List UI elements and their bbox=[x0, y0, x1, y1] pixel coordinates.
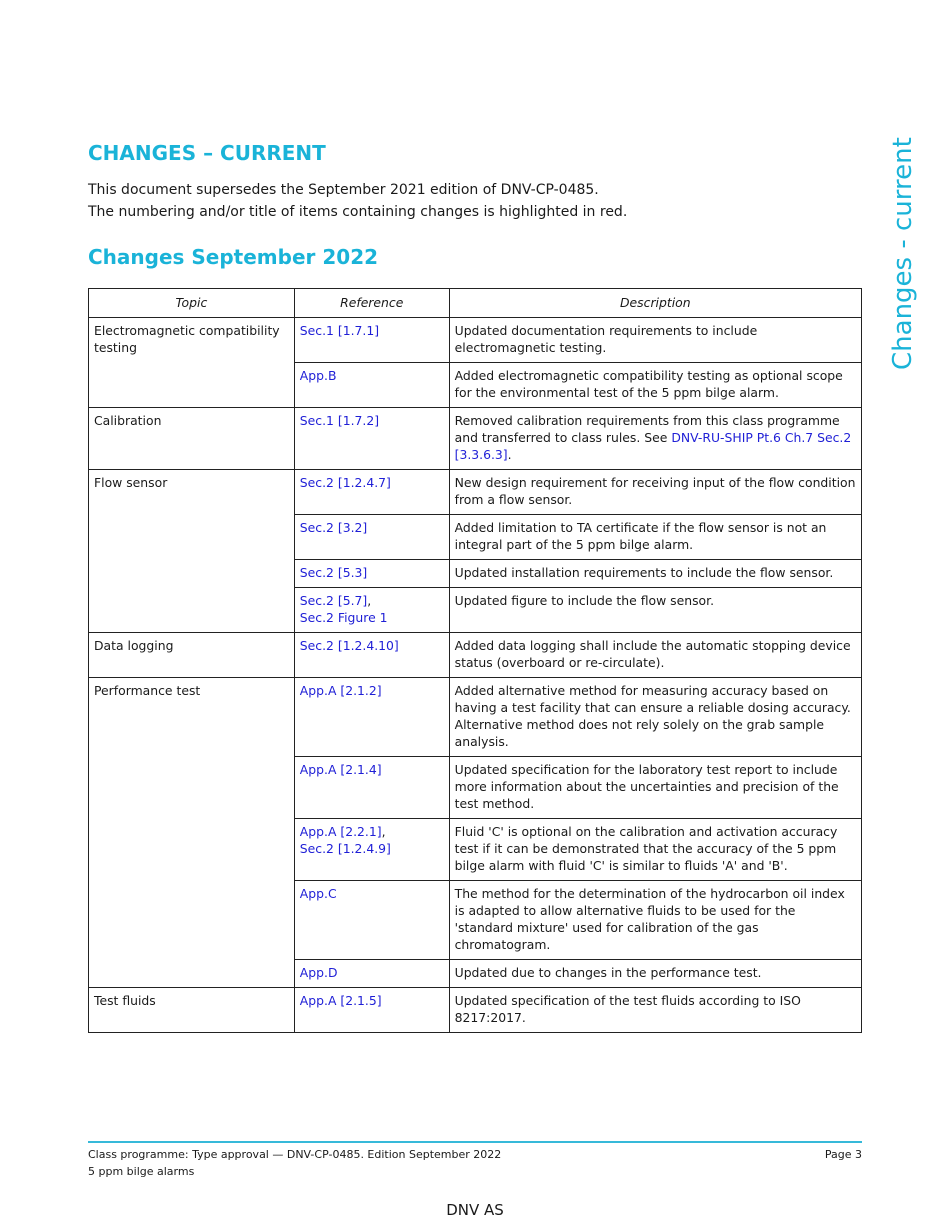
description-cell bbox=[449, 757, 861, 819]
reference-cell bbox=[294, 560, 449, 588]
footer-line-1: Class programme: Type approval — DNV-CP-0485. Edition September 2022 bbox=[88, 1148, 502, 1161]
topic-cell: Calibration bbox=[89, 408, 295, 470]
reference-cell bbox=[294, 633, 449, 678]
description-cell bbox=[449, 633, 861, 678]
table-row bbox=[89, 318, 862, 363]
reference-link[interactable]: App.A [2.2.1] bbox=[299, 824, 382, 839]
description-text: Updated documentation requirements to include electromagnetic testing. bbox=[454, 323, 758, 355]
table-row bbox=[89, 470, 862, 515]
reference-link[interactable]: Sec.2 [5.7] bbox=[299, 593, 368, 608]
reference-link[interactable]: Sec.2 [5.3] bbox=[299, 565, 368, 580]
table-row bbox=[89, 633, 862, 678]
description-text: Updated specification for the laboratory test report to include more information about the uncertainties and precision of the test method. bbox=[454, 762, 839, 811]
company-name: DNV AS bbox=[446, 1201, 504, 1219]
reference-link[interactable]: Sec.1 [1.7.2] bbox=[299, 413, 380, 428]
reference-link[interactable]: Sec.2 [3.2] bbox=[299, 520, 368, 535]
topic-cell: Flow sensor bbox=[89, 470, 295, 633]
description-text: New design requirement for receiving input of the flow condition from a flow sensor. bbox=[454, 475, 856, 507]
page-title: CHANGES – CURRENT bbox=[88, 141, 326, 165]
table-row bbox=[89, 678, 862, 757]
footer-divider bbox=[88, 1141, 862, 1143]
topic-cell: Data logging bbox=[89, 633, 295, 678]
description-text: Added electromagnetic compatibility testing as optional scope for the environmental test of the 5 ppm bilge alarm. bbox=[454, 368, 843, 400]
table-row bbox=[89, 988, 862, 1033]
intro-line-1: This document supersedes the September 2021 edition of DNV-CP-0485. bbox=[88, 182, 599, 198]
reference-link[interactable]: Sec.2 [1.2.4.10] bbox=[299, 638, 399, 653]
description-cell bbox=[449, 881, 861, 960]
reference-link[interactable]: Sec.1 [1.7.1] bbox=[299, 323, 380, 338]
description-text: Added alternative method for measuring accuracy based on having a test facility that can ensure a reliable dosing accuracy. Alternative method does not rely solely on the grab sample analysis. bbox=[454, 683, 851, 749]
rule-reference-link[interactable]: DNV-RU-SHIP Pt.6 Ch.7 Sec.2 [3.3.6.3] bbox=[454, 430, 852, 462]
reference-link[interactable]: App.A [2.1.4] bbox=[299, 762, 382, 777]
reference-link[interactable]: Sec.2 Figure 1 bbox=[299, 610, 388, 625]
reference-cell bbox=[294, 515, 449, 560]
description-text: Updated installation requirements to include the flow sensor. bbox=[454, 565, 834, 580]
footer-info bbox=[88, 1146, 501, 1180]
description-cell bbox=[449, 363, 861, 408]
description-cell bbox=[449, 819, 861, 881]
description-cell bbox=[449, 678, 861, 757]
description-text: Updated specification of the test fluids according to ISO 8217:2017. bbox=[454, 993, 801, 1025]
description-text: Fluid 'C' is optional on the calibration and activation accuracy test if it can be demonstrated that the accuracy of the 5 ppm bilge alarm with fluid 'C' is similar to fluids 'A' and 'B'. bbox=[454, 824, 838, 873]
description-cell bbox=[449, 960, 861, 988]
footer-line-2: 5 ppm bilge alarms bbox=[88, 1165, 195, 1178]
description-cell bbox=[449, 408, 861, 470]
reference-link[interactable]: App.A [2.1.5] bbox=[299, 993, 382, 1008]
description-cell bbox=[449, 988, 861, 1033]
reference-link[interactable]: Sec.2 [1.2.4.9] bbox=[299, 841, 391, 856]
reference-cell bbox=[294, 318, 449, 363]
reference-cell bbox=[294, 757, 449, 819]
changes-table-body bbox=[89, 318, 862, 1033]
description-cell bbox=[449, 560, 861, 588]
reference-cell bbox=[294, 408, 449, 470]
header-topic: Topic bbox=[89, 289, 295, 318]
reference-link[interactable]: App.D bbox=[299, 965, 338, 980]
description-text: Added data logging shall include the automatic stopping device status (overboard or re-circulate). bbox=[454, 638, 851, 670]
description-text: Updated figure to include the flow sensor. bbox=[454, 593, 715, 608]
reference-cell bbox=[294, 363, 449, 408]
description-text: Updated due to changes in the performance test. bbox=[454, 965, 762, 980]
table-header-row bbox=[89, 289, 862, 318]
description-cell bbox=[449, 318, 861, 363]
intro-line-2: The numbering and/or title of items containing changes is highlighted in red. bbox=[88, 204, 628, 220]
reference-cell: Sec.2 [5.7], Sec.2 Figure 1 bbox=[294, 588, 449, 633]
side-label: Changes - current bbox=[888, 137, 918, 370]
reference-link[interactable]: App.B bbox=[299, 368, 337, 383]
reference-link[interactable]: App.A [2.1.2] bbox=[299, 683, 382, 698]
changes-table bbox=[88, 288, 862, 1033]
reference-cell bbox=[294, 988, 449, 1033]
page-number: Page 3 bbox=[824, 1148, 862, 1161]
reference-link[interactable]: Sec.2 [1.2.4.7] bbox=[299, 475, 391, 490]
table-row bbox=[89, 408, 862, 470]
topic-cell: Performance test bbox=[89, 678, 295, 988]
description-text: The method for the determination of the hydrocarbon oil index is adapted to allow alternative fluids to be used for the 'standard mixture' used for calibration of the gas chromatogram. bbox=[454, 886, 845, 952]
description-cell bbox=[449, 515, 861, 560]
description-end: . bbox=[507, 447, 512, 462]
header-description: Description bbox=[449, 289, 861, 318]
intro-text bbox=[88, 179, 627, 223]
description-cell bbox=[449, 588, 861, 633]
reference-cell bbox=[294, 678, 449, 757]
description-text: Added limitation to TA certificate if the flow sensor is not an integral part of the 5 ppm bilge alarm. bbox=[454, 520, 827, 552]
reference-cell bbox=[294, 470, 449, 515]
description-text: Removed calibration requirements from this class programme and transferred to class rules. See bbox=[454, 413, 840, 445]
reference-link[interactable]: App.C bbox=[299, 886, 337, 901]
reference-cell bbox=[294, 881, 449, 960]
topic-cell: Test fluids bbox=[89, 988, 295, 1033]
header-reference: Reference bbox=[294, 289, 449, 318]
description-cell bbox=[449, 470, 861, 515]
topic-cell: Electromagnetic compatibility testing bbox=[89, 318, 295, 408]
reference-cell bbox=[294, 960, 449, 988]
reference-cell: App.A [2.2.1], Sec.2 [1.2.4.9] bbox=[294, 819, 449, 881]
section-title: Changes September 2022 bbox=[88, 245, 379, 269]
